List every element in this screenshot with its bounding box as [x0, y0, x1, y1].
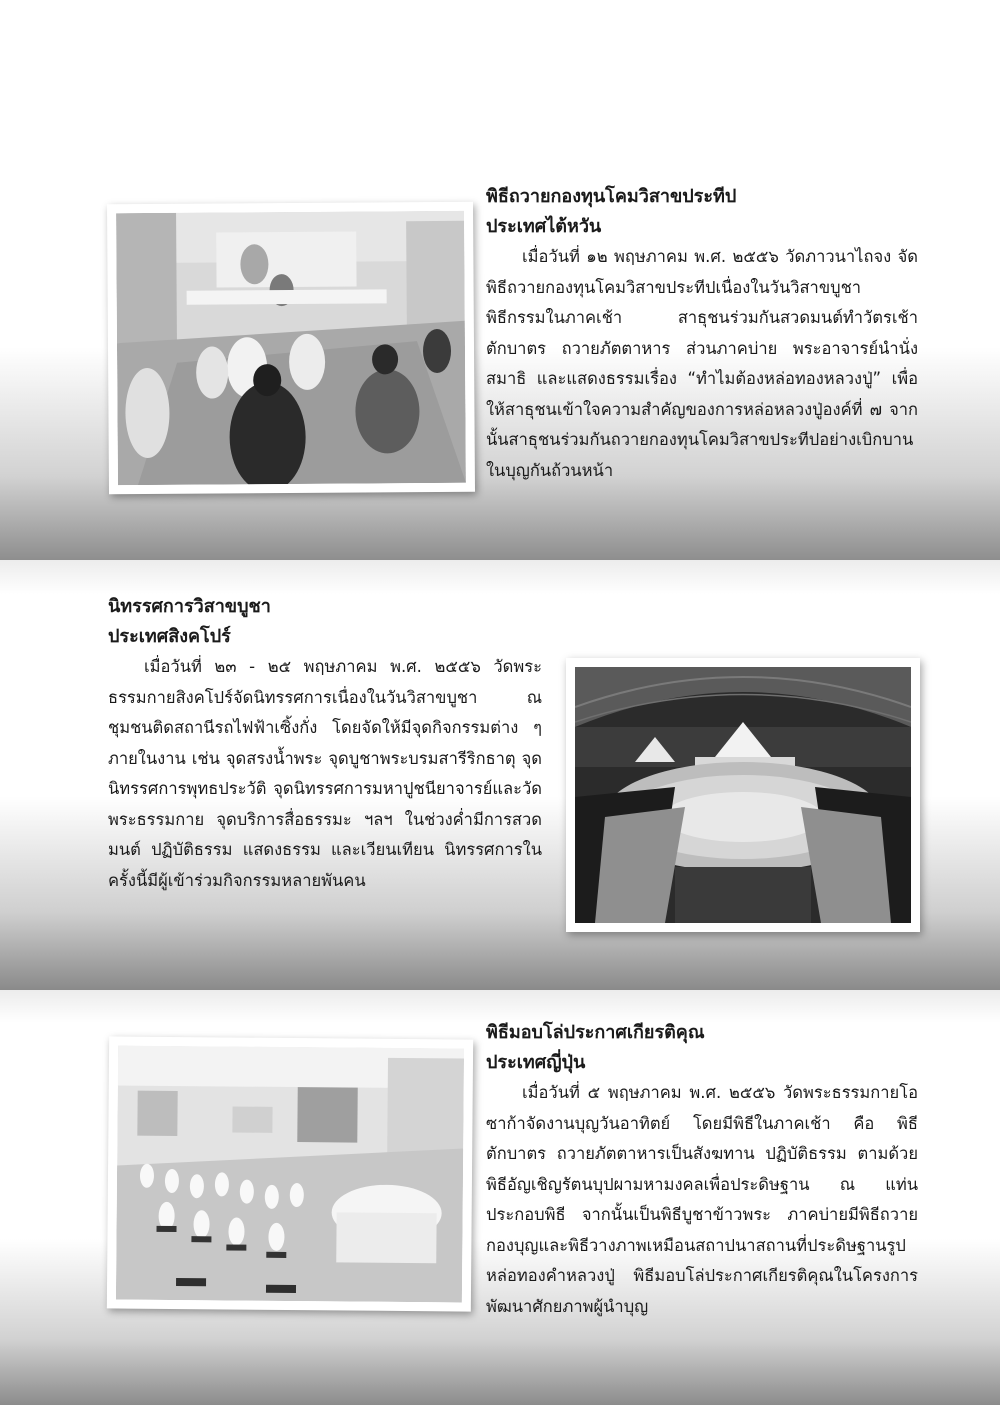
article-title: พิธีถวายกองทุนโคมวิสาขประทีป [486, 186, 737, 207]
article-title: พิธีมอบโล่ประกาศเกียรติคุณ [486, 1022, 705, 1043]
article-paragraph: เมื่อวันที่ ๑๒ พฤษภาคม พ.ศ. ๒๕๕๖ วัดภาวนาไถจง จัดพิธีถวายกองทุนโคมวิสาขประทีปเนื่องในวันวิสาขบูชา พิธีกรรมในภาคเช้า สาธุชนร่วมกันสวดมนต์ทำวัตรเช้า ตักบาตร ถวายภัตตาหาร ส่วนภาคบ่าย พระอาจารย์นำนั่งสมาธิ และแสดงธรรมเรื่อง “ทำไมต้องหล่อทองหลวงปู่” เพื่อให้สาธุชนเข้าใจความสำคัญของการหล่อหลวงปู่องค์ที่ ๗ จากนั้นสาธุชนร่วมกันถวายกองทุนโคมวิสาขประทีปอย่างเบิกบานในบุญกันถ้วนหน้า [486, 247, 918, 480]
article-japan [486, 1018, 918, 1322]
article-body [486, 242, 918, 486]
article-subtitle-country: ประเทศไต้หวัน [486, 216, 602, 237]
photo-taiwan-image [116, 211, 466, 485]
article-singapore [108, 592, 542, 896]
article-subtitle-country: ประเทศญี่ปุ่น [486, 1052, 586, 1073]
photo-taiwan-ceremony [107, 202, 475, 495]
article-paragraph: เมื่อวันที่ ๒๓ - ๒๕ พฤษภาคม พ.ศ. ๒๕๕๖ วัดพระธรรมกายสิงคโปร์จัดนิทรรศการเนื่องในวันวิสาขบูชา ณ ชุมชนติดสถานีรถไฟฟ้าเซิ้งกั่ง โดยจัดให้มีจุดกิจกรรมต่าง ๆ ภายในงาน เช่น จุดสรงน้ำพระ จุดบูชาพระบรมสารีริกธาตุ จุดนิทรรศการพุทธประวัติ จุดนิทรรศการมหาปูชนียาจารย์และวัดพระธรรมกาย จุดบริการสื่อธรรมะ ฯลฯ ในช่วงค่ำมีการสวดมนต์ ปฏิบัติธรรม แสดงธรรม และเวียนเทียน นิทรรศการในครั้งนี้มีผู้เข้าร่วมกิจกรรมหลายพันคน [108, 657, 542, 890]
photo-singapore-image [575, 667, 911, 923]
article-taiwan [486, 182, 918, 486]
article-body [486, 1078, 918, 1322]
article-title: นิทรรศการวิสาขบูชา [108, 596, 271, 617]
article-body [108, 652, 542, 896]
photo-japan-ceremony [107, 1036, 473, 1311]
photo-singapore-exhibition [566, 658, 920, 932]
article-paragraph: เมื่อวันที่ ๕ พฤษภาคม พ.ศ. ๒๕๕๖ วัดพระธรรมกายโอซาก้าจัดงานบุญวันอาทิตย์ โดยมีพิธีในภาคเช้า คือ พิธีตักบาตร ถวายภัตตาหารเป็นสังฆทาน ปฏิบัติธรรม ตามด้วยพิธีอัญเชิญรัตนบุปผามหามงคลเพื่อประดิษฐาน ณ แท่นประกอบพิธี จากนั้นเป็นพิธีบูชาข้าวพระ ภาคบ่ายมีพิธีถวายกองบุญและพิธีวางภาพเหมือนสถาปนาสถานที่ประดิษฐานรูปหล่อทองคำหลวงปู่ พิธีมอบโล่ประกาศเกียรติคุณในโครงการพัฒนาศักยภาพผู้นำบุญ [486, 1083, 918, 1316]
photo-japan-image [116, 1045, 464, 1302]
article-subtitle-country: ประเทศสิงคโปร์ [108, 626, 231, 647]
